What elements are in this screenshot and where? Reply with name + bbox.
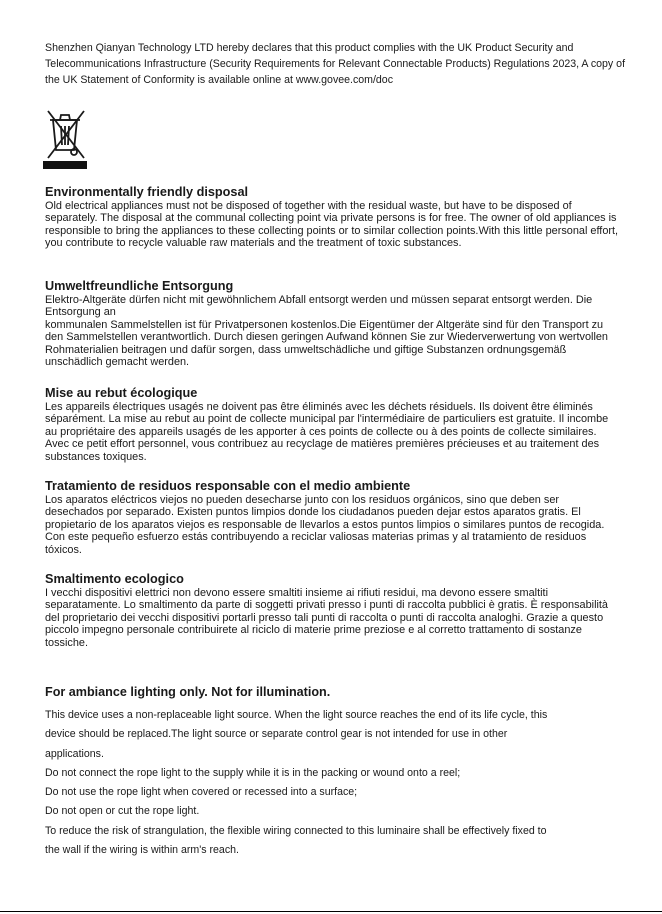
section-heading: Mise au rebut écologique — [45, 386, 198, 400]
crossed-out-wheeled-bin-icon — [40, 106, 90, 172]
ambiance-line: device should be replaced.The light source or separate control gear is not intended for use in other — [45, 728, 508, 741]
disposal-section-it — [45, 572, 620, 649]
ambiance-line: Do not open or cut the rope light. — [45, 805, 200, 818]
declaration-text: Shenzhen Qianyan Technology LTD hereby declares that this product complies with the UK Product Security and Telecommunications Infrastructure (Security Requirements for Relevant Connectable Products) Regulations 2023, A copy of the UK Statement of Conformity is available online at www.govee.com/doc — [45, 42, 626, 87]
ambiance-lighting-section — [45, 684, 620, 860]
ambiance-heading: For ambiance lighting only. Not for illumination. — [45, 685, 331, 699]
ambiance-line: To reduce the risk of strangulation, the flexible wiring connected to this luminaire shall be effectively fixed to — [45, 824, 547, 837]
section-heading: Umweltfreundliche Entsorgung — [45, 279, 234, 293]
section-body: Los aparatos eléctricos viejos no pueden desecharse junto con los residuos orgánicos, sino que deben ser desechados por separado. Existen puntos limpios donde los ciudadanos pueden dejar estos aparatos gratis. El propietario de los aparatos viejos es responsable de llevarlos a estos puntos limpios o similares puntos de recogida. Con este pequeño esfuerzo estás contribuyendo a reciclar valiosas materias primas y al tratamiento de residuos tóxicos. — [45, 493, 605, 556]
section-body: I vecchi dispositivi elettrici non devono essere smaltiti insieme ai rifiuti residui, ma devono essere smaltiti separatamente. Lo smaltimento da parte di soggetti privati presso i punti di raccolta pubblici è gratis. È responsabilità del proprietario dei vecchi dispositivi portarli presso tali punti di raccolta o punti di raccolta analoghi. Grazie a questo piccolo impegno personale contribuirete al riciclo di materie prime preziose e al corretto trattamento di sostanze tossiche. — [45, 586, 608, 649]
disposal-section-es — [45, 479, 620, 556]
ambiance-line: applications. — [45, 747, 104, 760]
section-heading: Environmentally friendly disposal — [45, 185, 249, 199]
ambiance-line: Do not connect the rope light to the supply while it is in the packing or wound onto a reel; — [45, 766, 461, 779]
section-body: Old electrical appliances must not be disposed of together with the residual waste, but have to be disposed of separately. The disposal at the communal collecting point via private persons is for free. The owner of old appliances is responsible to bring the appliances to these collecting points or to similar collection points.With this little personal effort, you contribute to recycle valuable raw materials and the treatment of toxic substances. — [45, 199, 619, 250]
bottom-divider — [0, 911, 662, 912]
ambiance-line: Do not use the rope light when covered or recessed into a surface; — [45, 786, 358, 799]
section-body: kommunalen Sammelstellen ist für Privatpersonen kostenlos.Die Eigentümer der Altgeräte sind für den Transport zu den Sammelstellen verantwortlich. Durch diesen geringen Aufwand können Sie zur Wiederverwertung von wertvollen Rohmaterialien beitragen und dafür sorgen, dass umweltschädliche und giftige Substanzen ordnungsgemäß unschädlich gemacht werden. — [45, 318, 608, 369]
ambiance-line: the wall if the wiring is within arm's reach. — [45, 844, 239, 857]
ambiance-line: This device uses a non-replaceable light source. When the light source reaches the end of its life cycle, this — [45, 709, 548, 721]
disposal-section-en — [45, 185, 620, 250]
disposal-section-fr — [45, 386, 620, 463]
section-body: Elektro-Altgeräte dürfen nicht mit gewöhnlichem Abfall entsorgt werden und müssen separat entsorgt werden. Die Entsorgung an — [45, 293, 593, 319]
section-body: Les appareils électriques usagés ne doivent pas être éliminés avec les déchets résiduels. Ils doivent être éliminés séparément. La mise au rebut au point de collecte municipal par l'intermédiaire de particuliers est gratuite. Il incombe au propriétaire des appareils usagés de les apporter à ces points de collecte ou à des points de collecte similaires. Avec ce petit effort personnel, vous contribuez au recyclage de matières premières précieuses et au traitement des substances toxiques. — [45, 400, 609, 463]
section-heading: Tratamiento de residuos responsable con el medio ambiente — [45, 479, 411, 493]
section-heading: Smaltimento ecologico — [45, 572, 184, 586]
disposal-section-de — [45, 279, 620, 369]
